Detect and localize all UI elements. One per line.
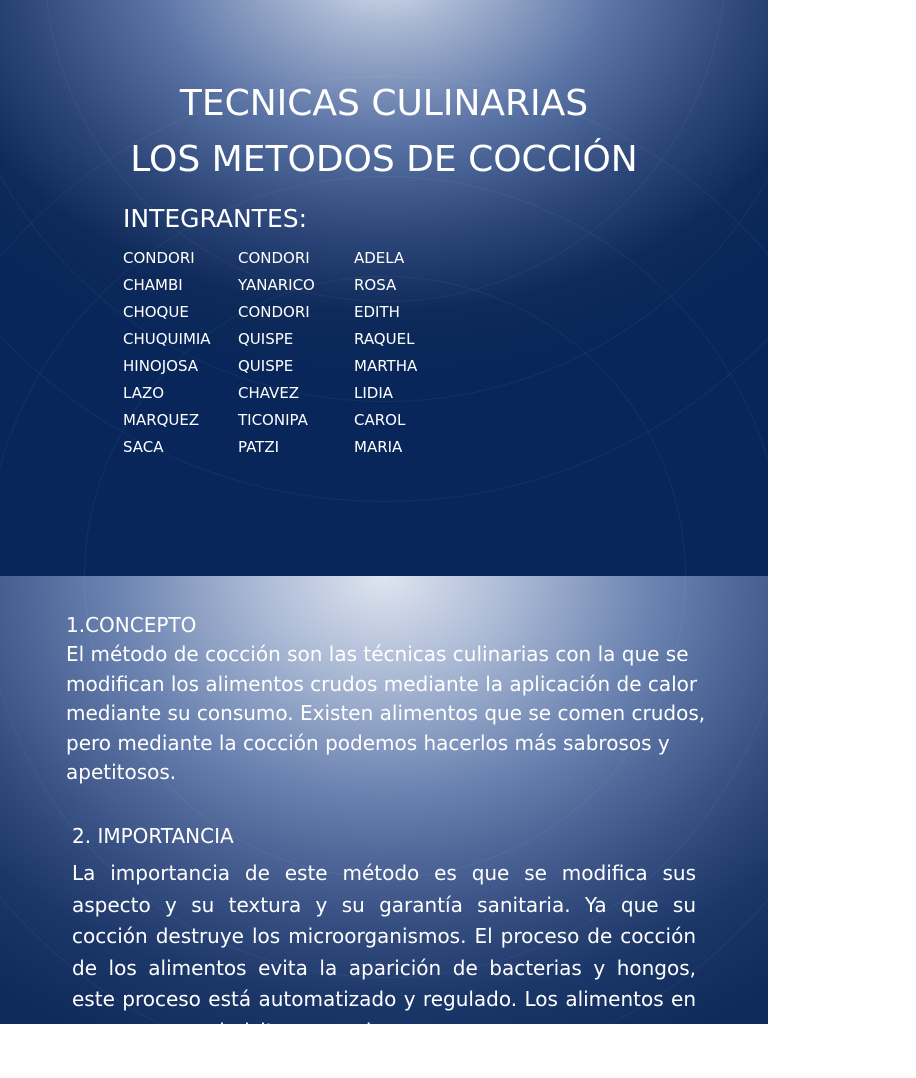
member-first-surname: SACA (123, 438, 164, 456)
member-first-surname: LAZO (123, 384, 165, 402)
member-given-name: RAQUEL (354, 330, 415, 348)
member-given-name: MARTHA (354, 357, 418, 375)
content-slide (0, 576, 768, 1043)
concept-paragraph: El método de cocción son las técnicas culinarias con la que se modifican los alimentos crudos mediante la aplicación de calor mediante su consumo. Existen alimentos que se comen crudos, pero mediante la cocción podemos hacerlos más sabrosos y apetitosos. (66, 642, 706, 784)
member-second-surname: CONDORI (238, 249, 310, 267)
member-given-name: ROSA (354, 276, 397, 294)
member-second-surname: QUISPE (238, 357, 294, 375)
member-second-surname: CONDORI (238, 303, 310, 321)
importance-paragraph: La importancia de este método es que se modifica sus aspecto y su textura y su garantía sanitaria. Ya que su cocción destruye los microorganismos. El proceso de cocción de los alimentos evita la aparición de bacterias y hongos, este proceso está automatizado y regulado. Los alimentos en conserva o en bolsitas se cocinan en (72, 861, 696, 1043)
member-given-name: CAROL (354, 411, 406, 429)
member-first-surname: CHAMBI (123, 276, 183, 294)
member-first-surname: HINOJOSA (123, 357, 199, 375)
member-given-name: MARIA (354, 438, 403, 456)
member-second-surname: TICONIPA (238, 411, 308, 429)
member-given-name: LIDIA (354, 384, 394, 402)
importance-section-title: 2. IMPORTANCIA (72, 824, 234, 848)
member-first-surname: CONDORI (123, 249, 195, 267)
member-first-surname: MARQUEZ (123, 411, 200, 429)
member-given-name: EDITH (354, 303, 400, 321)
member-second-surname: YANARICO (238, 276, 315, 294)
presentation-title-line-1: TECNICAS CULINARIAS (179, 83, 589, 124)
member-second-surname: PATZI (238, 438, 280, 456)
member-first-surname: CHOQUE (123, 303, 189, 321)
member-given-name: ADELA (354, 249, 405, 267)
presentation-title-line-2: LOS METODOS DE COCCIÓN (130, 139, 638, 180)
concept-section-title: 1.CONCEPTO (66, 613, 197, 637)
members-heading: INTEGRANTES: (123, 204, 308, 233)
member-second-surname: CHAVEZ (238, 384, 300, 402)
member-second-surname: QUISPE (238, 330, 294, 348)
member-first-surname: CHUQUIMIA (123, 330, 211, 348)
title-slide (0, 0, 768, 576)
